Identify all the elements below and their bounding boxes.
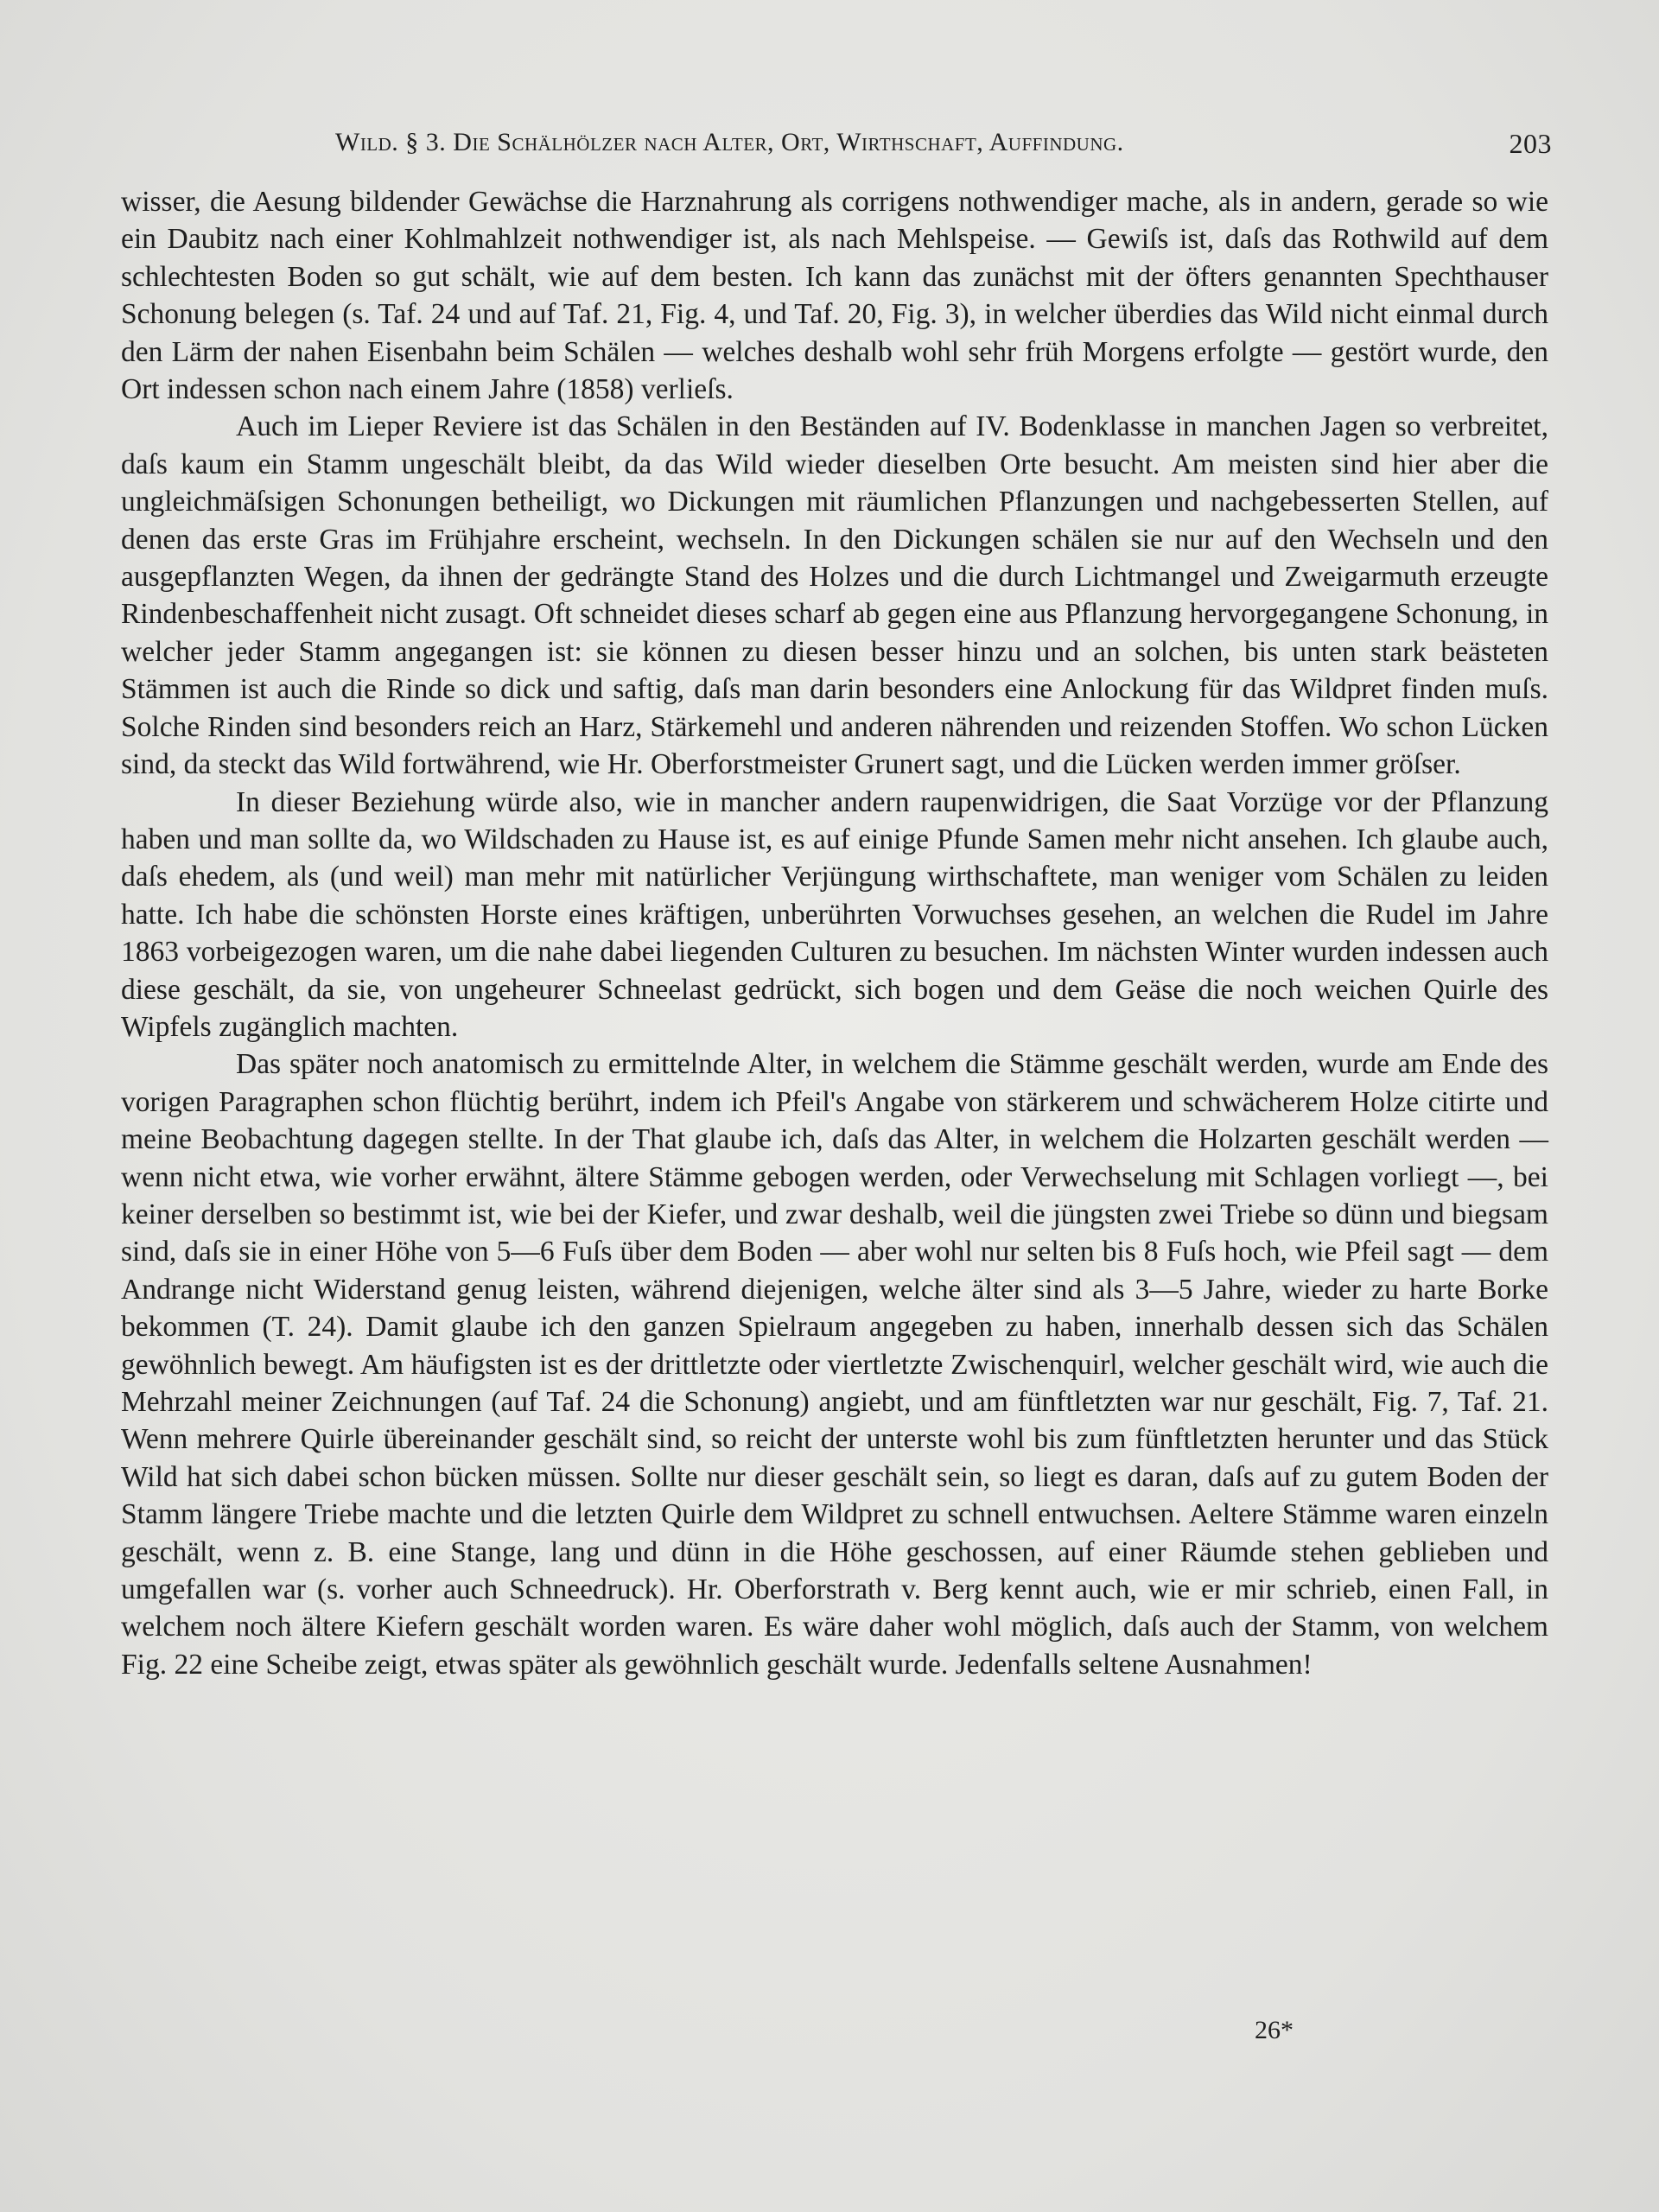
paragraph-4: Das später noch anatomisch zu ermittelnde Alter, in welchem die Stämme geschält werden, wurde am Ende des vorigen Paragraphen schon flüchtig berührt, indem ich Pfeil's Angabe von stärkerem und schwächerem Holze citirte und meine Beobachtung dagegen stellte. In der That glaube ich, daſs das Alter, in welchem die Holzarten geschält werden — wenn nicht etwa, wie vorher erwähnt, ältere Stämme gebogen werden, oder Verwechselung mit Schlagen vorliegt —, bei keiner derselben so bestimmt ist, wie bei der Kiefer, und zwar deshalb, weil die jüngsten zwei Triebe so dünn und biegsam sind, daſs sie in einer Höhe von 5—6 Fuſs über dem Boden — aber wohl nur selten bis 8 Fuſs hoch, wie Pfeil sagt — dem Andrange nicht Widerstand genug leisten, während diejenigen, welche älter sind als 3—5 Jahre, wieder zu harte Borke bekommen (T. 24). Damit glaube ich den ganzen Spielraum angegeben zu haben, innerhalb dessen sich das Schälen gewöhnlich bewegt. Am häufigsten ist es der drittletzte oder viertletzte Zwischenquirl, welcher geschält wird, wie auch die Mehrzahl meiner Zeichnungen (auf Taf. 24 die Schonung) angiebt, und am fünftletzten war nur geschält, Fig. 7, Taf. 21. Wenn mehrere Quirle übereinander geschält sind, so reicht der unterste wohl bis zum fünftletzten herunter und das Stück Wild hat sich dabei schon bücken müssen. Sollte nur dieser geschält sein, so liegt es daran, daſs auf zu gutem Boden der Stamm längere Triebe machte und die letzten Quirle dem Wildpret zu schnell entwuchsen. Aeltere Stämme waren einzeln geschält, wenn z. B. eine Stange, lang und dünn in die Höhe geschossen, auf einer Räumde stehen geblieben und umgefallen war (s. vorher auch Schneedruck). Hr. Oberforstrath v. Berg kennt auch, wie er mir schrieb, einen Fall, in welchem noch ältere Kiefern geschält worden waren. Es wäre daher wohl möglich, daſs auch der Stamm, von welchem Fig. 22 eine Scheibe zeigt, etwas später als gewöhnlich geschält wurde. Jedenfalls seltene Ausnahmen! (121, 1048, 1548, 1681)
paragraph-3: In dieser Beziehung würde also, wie in mancher andern raupenwidrigen, die Saat Vorzüge vor der Pflanzung haben und man sollte da, wo Wildschaden zu Hause ist, es auf einige Pfunde Samen mehr nicht ansehen. Ich glaube auch, daſs ehedem, als (und weil) man mehr mit natürlicher Verjüngung wirthschaftete, man weniger vom Schälen zu leiden hatte. Ich habe die schönsten Horste eines kräftigen, unberührten Vorwuchses gesehen, an welchen die Rudel im Jahre 1863 vorbeigezogen waren, um die nahe dabei liegenden Culturen zu besuchen. Im nächsten Winter wurden indessen auch diese geschält, da sie, von ungeheurer Schneelast gedrückt, sich bogen und dem Geäse die noch weichen Quirle des Wipfels zugänglich machten. (121, 785, 1548, 1043)
running-header-title: Wild. § 3. Die Schälhölzer nach Alter, Ort, Wirthschaft, Auffindung. (335, 128, 1124, 156)
running-header (335, 128, 1552, 171)
paragraph-2: Auch im Lieper Reviere ist das Schälen in den Beständen auf IV. Bodenklasse in manchen Jagen so verbreitet, daſs kaum ein Stamm ungeschält bleibt, da das Wild wieder dieselben Orte besucht. Am meisten sind hier aber die ungleichmäſsigen Schonungen betheiligt, wo Dickungen mit räumlichen Pflanzungen und nachgebesserten Stellen, auf denen das erste Gras im Frühjahre erscheint, wechseln. In den Dickungen schälen sie nur auf den Wechseln und den ausgepflanzten Wegen, da ihnen der gedrängte Stand des Holzes und die durch Lichtmangel und Zweigarmuth erzeugte Rindenbeschaffenheit nicht zusagt. Oft schneidet dieses scharf ab gegen eine aus Pflanzung hervorgegangene Schonung, in welcher jeder Stamm angegangen ist: sie können zu diesen besser hinzu und an solchen, bis unten stark beästeten Stämmen ist auch die Rinde so dick und saftig, daſs man darin besonders eine Anlockung für das Wildpret finden muſs. Solche Rinden sind besonders reich an Harz, Stärkemehl und anderen nährenden und reizenden Stoffen. Wo schon Lücken sind, da steckt das Wild fortwährend, wie Hr. Oberforstmeister Grunert sagt, und die Lücken werden immer gröſser. (121, 410, 1548, 781)
body-text (121, 183, 1548, 1683)
page-number: 203 (1509, 128, 1552, 159)
signature-mark: 26* (1255, 2016, 1294, 2044)
paragraph-1: wisser, die Aesung bildender Gewächse die Harznahrung als corrigens nothwendiger mache, als in andern, gerade so wie ein Daubitz nach einer Kohlmahlzeit nothwendiger ist, als nach Mehlspeise. — Gewiſs ist, daſs das Rothwild auf dem schlechtesten Boden so gut schält, wie auf dem besten. Ich kann das zunächst mit der öfters genannten Spechthauser Schonung belegen (s. Taf. 24 und auf Taf. 21, Fig. 4, und Taf. 20, Fig. 3), in welcher überdies das Wild nicht einmal durch den Lärm der nahen Eisenbahn beim Schälen — welches deshalb wohl sehr früh Morgens erfolgte — gestört wurde, den Ort indessen schon nach einem Jahre (1858) verlieſs. (121, 186, 1548, 406)
